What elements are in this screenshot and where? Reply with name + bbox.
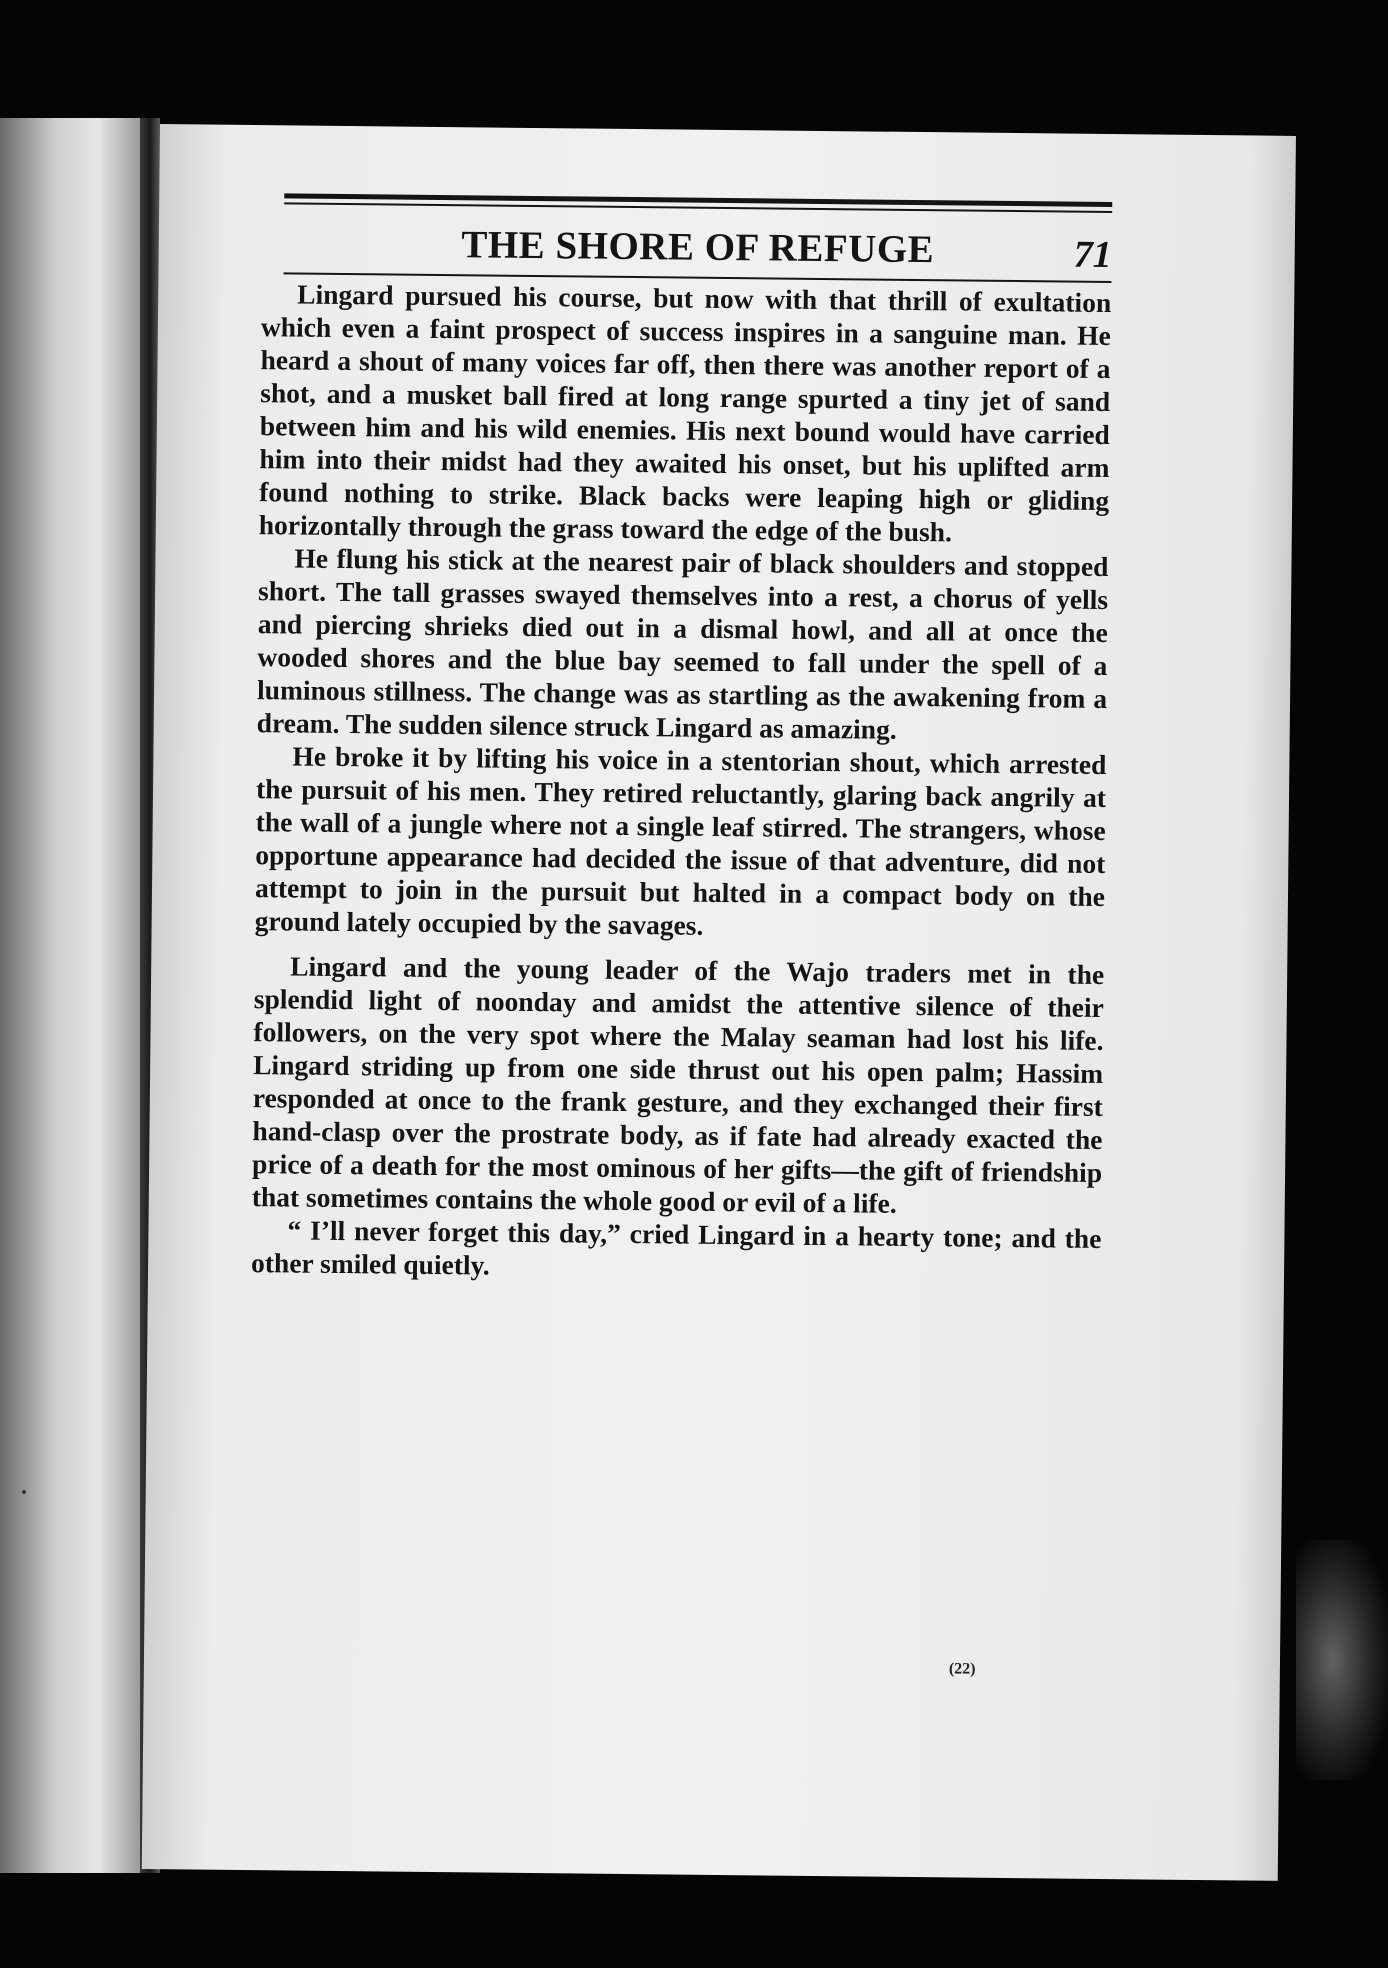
paragraph: Lingard pursued his course, but now with that thrill of exultation which even a faint prospect of success inspires in a sanguine man. He heard a shout of many voices far off, then there was another report of a shot, and a musket ball fired at long range spurted a tiny jet of sand between him and his wild enemies. His next bound would have carried him into their midst had they awaited his onset, but his uplifted arm found nothing to strike. Black backs were leaping high or gliding horizontally through the grass toward the edge of the bush.	[258, 278, 1112, 548]
header-rules	[284, 193, 1112, 213]
scan-edge-artifact	[1296, 1540, 1388, 1780]
scan-speck	[22, 1490, 26, 1494]
paragraph: Lingard and the young leader of the Wajo traders met in the splendid light of noonday and amidst the attentive silence of their followers, on the very spot where the Malay seaman had lost his life. Lingard striding up from one side thrust out his open palm; Hassim responded at once to the frank gesture, and they exchanged their first hand-clasp over the prostrate body, as if fate had already exacted the price of a death for the most ominous of her gifts—the gift of friendship that sometimes contains the whole good or evil of a life.	[251, 950, 1105, 1219]
running-title: THE SHORE OF REFUGE	[461, 223, 935, 272]
page-number: 71	[1073, 233, 1112, 277]
body-text	[251, 277, 1111, 1288]
facing-page-edge	[0, 118, 140, 1873]
paragraph: He flung his stick at the nearest pair of black shoulders and stopped short. The tall grasses swayed themselves into a rest, a chorus of yells and piercing shrieks died out in a dismal howl, and all at once the wooded shores and the blue bay seemed to fall under the spell of a luminous stillness. The change was as startling as the awakening from a dream. The sudden silence struck Lingard as amazing.	[256, 542, 1109, 745]
paragraph: He broke it by lifting his voice in a stentorian shout, which arrested the pursuit of his men. They retired reluctantly, glaring back angrily at the wall of a jungle where not a single leaf stirred. The strangers, whose opportune appearance had decided the issue of that adventure, did not attempt to join in the pursuit but halted in a compact body on the ground lately occupied by the savages.	[254, 740, 1107, 941]
book-page	[142, 124, 1296, 1881]
signature-mark: (22)	[948, 1660, 976, 1678]
paragraph: “ I’ll never forget this day,” cried Lingard in a hearty tone; and the other smiled quietly.	[250, 1214, 1102, 1281]
